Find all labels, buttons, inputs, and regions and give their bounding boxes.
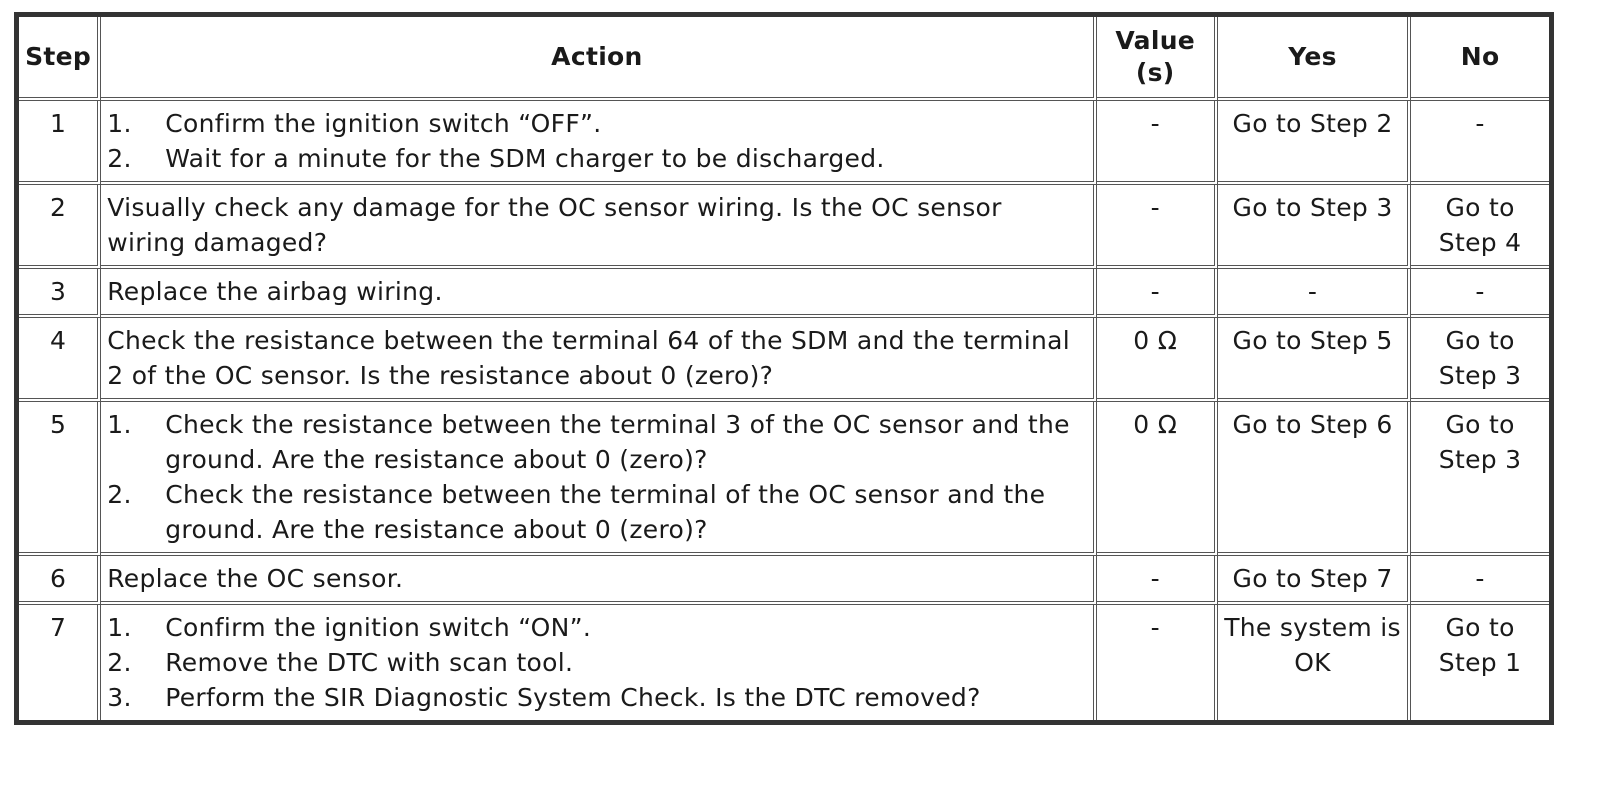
yes-cell: Go to Step 7 — [1218, 556, 1411, 605]
table-row — [19, 556, 1549, 605]
no-cell: Go to Step 3 — [1411, 318, 1549, 402]
action-item: 2. Remove the DTC with scan tool. — [107, 648, 574, 677]
header-yes: Yes — [1218, 17, 1411, 101]
no-cell: - — [1411, 269, 1549, 318]
yes-cell: Go to Step 5 — [1218, 318, 1411, 402]
no-cell: Go to Step 4 — [1411, 185, 1549, 269]
action-item: 3. Perform the SIR Diagnostic System Check. Is the DTC removed? — [107, 683, 981, 712]
value-cell: - — [1097, 556, 1218, 605]
table-row — [19, 605, 1549, 720]
step-number: 3 — [19, 269, 101, 318]
action-cell: Replace the airbag wiring. — [101, 269, 1096, 318]
action-item: 1. Confirm the ignition switch “ON”. — [107, 613, 592, 642]
step-number: 4 — [19, 318, 101, 402]
action-item: 2. Check the resistance between the terminal of the OC sensor and the ground. Are the resistance about 0 (zero)? — [107, 480, 1046, 544]
action-item: 1. Check the resistance between the terminal 3 of the OC sensor and the ground. Are the resistance about 0 (zero)? — [107, 410, 1070, 474]
no-cell: Go to Step 1 — [1438, 613, 1522, 677]
no-cell: - — [1411, 556, 1549, 605]
table-row — [19, 185, 1549, 269]
value-cell: 0 Ω — [1097, 318, 1218, 402]
step-number: 5 — [19, 402, 101, 556]
action-cell: Visually check any damage for the OC sensor wiring. Is the OC sensor wiring damaged? — [101, 185, 1096, 269]
no-cell: Go to Step 3 — [1411, 402, 1549, 556]
yes-cell: Go to Step 6 — [1218, 402, 1411, 556]
action-item: 1. Confirm the ignition switch “OFF”. — [107, 109, 602, 138]
action-cell — [101, 402, 1096, 556]
action-cell — [101, 101, 1096, 185]
table-row — [19, 318, 1549, 402]
step-number: 7 — [19, 605, 101, 720]
value-cell: 0 Ω — [1097, 402, 1218, 556]
action-item: 2. Wait for a minute for the SDM charger to be discharged. — [107, 144, 885, 173]
action-list — [107, 106, 1086, 176]
value-cell: - — [1097, 269, 1218, 318]
value-cell: - — [1097, 185, 1218, 269]
step-number: 2 — [19, 185, 101, 269]
header-value: Value (s) — [1097, 17, 1218, 101]
yes-cell: The system is OK — [1218, 605, 1411, 720]
action-list — [107, 610, 1086, 715]
step-number: 1 — [19, 101, 101, 185]
no-cell: - — [1411, 101, 1549, 185]
header-row — [19, 17, 1549, 101]
yes-cell: Go to Step 2 — [1218, 101, 1411, 185]
yes-cell: Go to Step 3 — [1218, 185, 1411, 269]
action-cell: Check the resistance between the terminal 64 of the SDM and the terminal 2 of the OC sensor. Is the resistance about 0 (zero)? — [101, 318, 1096, 402]
diagnostic-table — [14, 12, 1554, 725]
value-cell: - — [1097, 101, 1218, 185]
header-no: No — [1411, 17, 1549, 101]
table-row — [19, 402, 1549, 556]
action-cell — [101, 605, 1096, 720]
action-list — [107, 407, 1086, 547]
header-step: Step — [19, 17, 101, 101]
value-cell: - — [1097, 605, 1218, 720]
yes-cell: - — [1218, 269, 1411, 318]
table-row — [19, 269, 1549, 318]
action-cell: Replace the OC sensor. — [101, 556, 1096, 605]
step-number: 6 — [19, 556, 101, 605]
header-action: Action — [101, 17, 1096, 101]
table-row — [19, 101, 1549, 185]
